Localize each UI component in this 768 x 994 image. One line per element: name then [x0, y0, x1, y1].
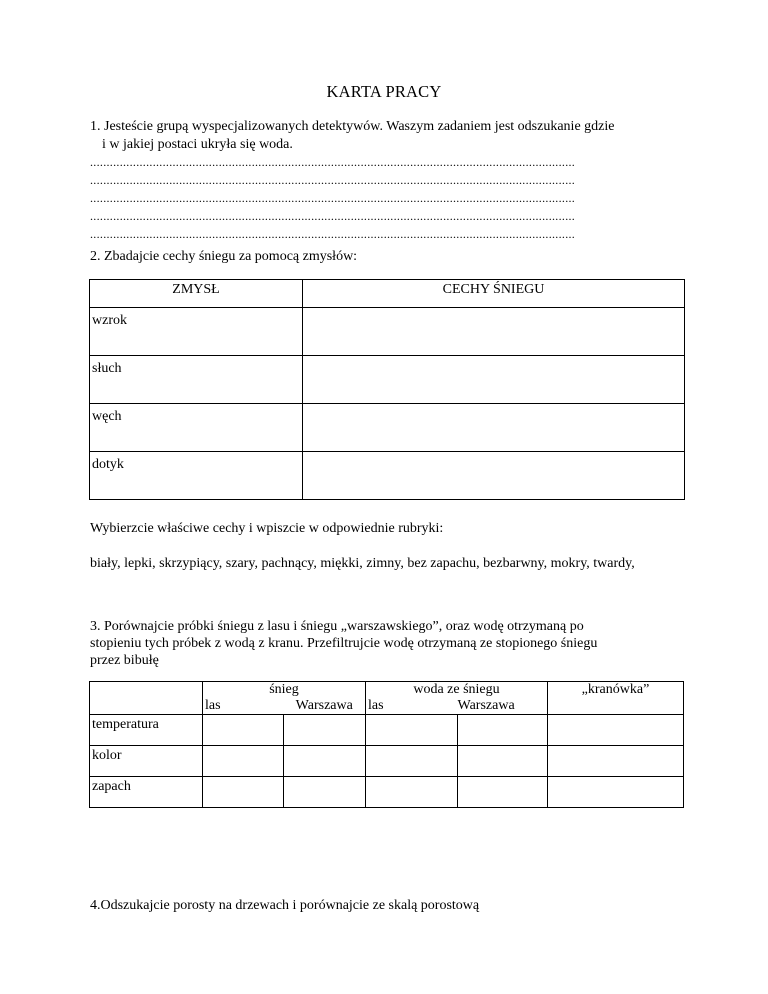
table-row — [90, 715, 684, 746]
task2-features: biały, lepki, skrzypiący, szary, pachnący, miękki, zimny, bez zapachu, bezbarwny, mokry, twardy, — [90, 556, 635, 571]
sub-las: las — [366, 698, 458, 715]
senses-table-header — [90, 280, 685, 308]
sub-las: las — [203, 698, 284, 715]
table-row — [90, 777, 684, 808]
answer-line-2[interactable]: ................................................................................................................................................... — [90, 173, 576, 187]
sense-label: dotyk — [92, 457, 124, 472]
answer-cell[interactable] — [458, 715, 548, 746]
corner-cell — [90, 698, 203, 715]
sense-label: słuch — [92, 361, 122, 376]
task2-instruction: Wybierzcie właściwe cechy i wpiszcie w odpowiednie rubryki: — [90, 521, 444, 536]
task3-line3: przez bibułę — [90, 653, 159, 668]
answer-cell[interactable] — [458, 777, 548, 808]
table-row — [90, 308, 685, 356]
task3-line2: stopieniu tych próbek z wodą z kranu. Przefiltrujcie wodę otrzymaną ze stopionego śniegu — [90, 636, 598, 651]
group-snieg: śnieg — [203, 682, 366, 699]
sense-label: węch — [92, 409, 122, 424]
answer-cell[interactable] — [284, 746, 366, 777]
sense-label-cell — [90, 308, 303, 356]
answer-cell[interactable] — [548, 777, 684, 808]
sense-answer-cell[interactable] — [303, 452, 685, 500]
task1-line2: i w jakiej postaci ukryła się woda. — [102, 137, 293, 152]
table-row — [90, 452, 685, 500]
senses-header-cell — [90, 280, 303, 308]
sense-label: wzrok — [92, 313, 127, 328]
task4-text: 4.Odszukajcie porosty na drzewach i porównajcie ze skalą porostową — [90, 898, 480, 913]
answer-line-1[interactable]: ................................................................................................................................................... — [90, 155, 576, 169]
answer-cell[interactable] — [203, 777, 284, 808]
row-label-cell — [90, 715, 203, 746]
task1-line1: 1. Jesteście grupą wyspecjalizowanych detektywów. Waszym zadaniem jest odszukanie gdzie — [90, 119, 615, 134]
answer-cell[interactable] — [284, 777, 366, 808]
answer-cell[interactable] — [458, 746, 548, 777]
row-label-cell — [90, 746, 203, 777]
sense-answer-cell[interactable] — [303, 308, 685, 356]
answer-line-3[interactable]: ................................................................................................................................................... — [90, 191, 576, 205]
comparison-subheader-row — [90, 698, 684, 715]
group-kranowka: „kranówka” — [548, 682, 684, 699]
answer-line-5[interactable]: ................................................................................................................................................... — [90, 227, 576, 241]
answer-cell[interactable] — [366, 777, 458, 808]
table-row — [90, 356, 685, 404]
page-title: KARTA PRACY — [326, 82, 442, 101]
sense-label-cell — [90, 452, 303, 500]
corner-cell — [90, 682, 203, 699]
task3-text — [90, 618, 682, 669]
row-label-cell — [90, 777, 203, 808]
answer-cell[interactable] — [203, 715, 284, 746]
answer-cell[interactable] — [366, 715, 458, 746]
group-woda: woda ze śniegu — [366, 682, 548, 699]
sense-answer-cell[interactable] — [303, 404, 685, 452]
answer-cell[interactable] — [548, 715, 684, 746]
task3-line1: 3. Porównajcie próbki śniegu z lasu i śniegu „warszawskiego”, oraz wodę otrzymaną po — [90, 619, 584, 634]
task2-heading: 2. Zbadajcie cechy śniegu za pomocą zmysłów: — [90, 249, 358, 264]
senses-col-cechy: CECHY ŚNIEGU — [442, 282, 545, 297]
sense-answer-cell[interactable] — [303, 356, 685, 404]
sub-empty — [548, 698, 684, 715]
sense-label-cell — [90, 404, 303, 452]
sub-warszawa: Warszawa — [458, 698, 548, 715]
table-row — [90, 746, 684, 777]
answer-line-4[interactable]: ................................................................................................................................................... — [90, 209, 576, 223]
row-label: zapach — [92, 779, 131, 794]
senses-table — [89, 279, 685, 500]
row-label: kolor — [92, 748, 122, 763]
comparison-header-row — [90, 682, 684, 699]
row-label: temperatura — [92, 717, 159, 732]
answer-cell[interactable] — [203, 746, 284, 777]
answer-cell[interactable] — [366, 746, 458, 777]
table-row — [90, 404, 685, 452]
task1-text — [90, 118, 682, 154]
answer-cell[interactable] — [548, 746, 684, 777]
sense-label-cell — [90, 356, 303, 404]
senses-col-zmysl: ZMYSŁ — [172, 282, 220, 297]
senses-header-cell — [303, 280, 685, 308]
sub-warszawa: Warszawa — [284, 698, 366, 715]
answer-cell[interactable] — [284, 715, 366, 746]
comparison-table — [89, 681, 684, 808]
